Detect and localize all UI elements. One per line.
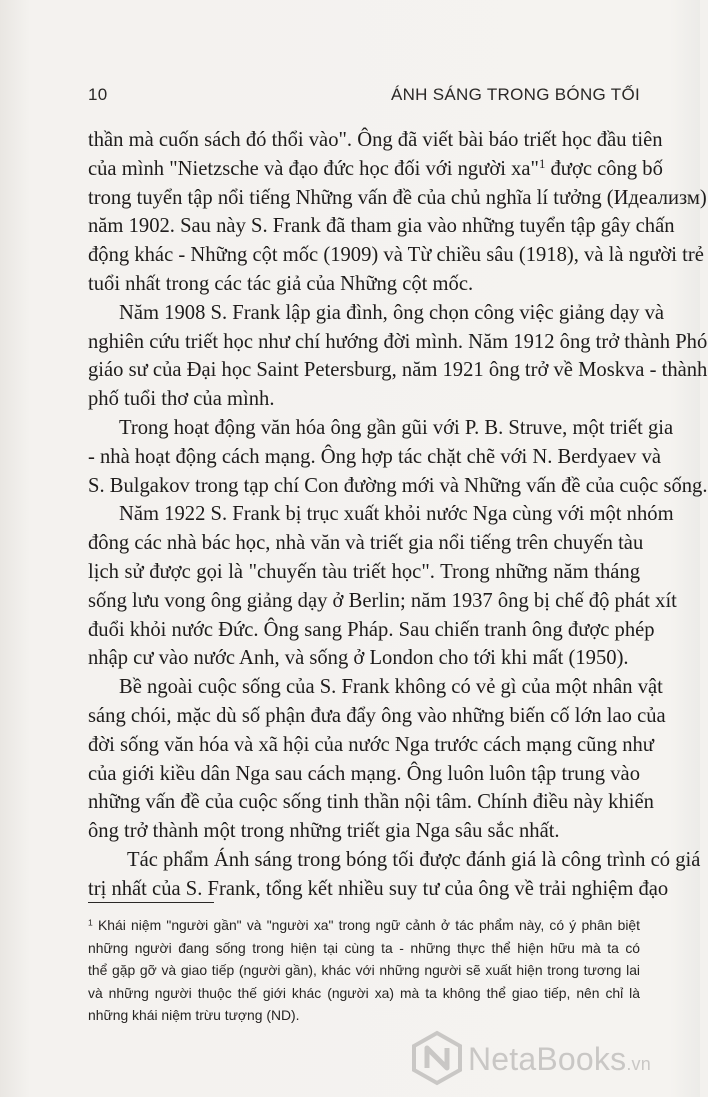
footnote-line: thể gặp gỡ và giao tiếp (người gần), khác với những người sẽ xuất hiện trong tương lai (88, 962, 640, 979)
footnote-divider (88, 902, 214, 903)
text-line: thần mà cuốn sách đó thổi vào". Ông đã viết bài báo triết học đầu tiên (88, 129, 663, 151)
text-line: lịch sử được gọi là "chuyến tàu triết học". Trong những năm tháng (88, 560, 640, 583)
text-line: ông trở thành một trong những triết gia Nga sâu sắc nhất. (88, 820, 560, 843)
paragraph-start-line: Trong hoạt động văn hóa ông gần gũi với P. B. Struve, một triết gia (119, 416, 674, 439)
main-text (88, 126, 708, 904)
footnote-line: những người đang sống trong hiện tại cùng ta - những thực thể hiện hữu mà ta có (88, 939, 640, 956)
text-line: S. Bulgakov trong tạp chí Con đường mới và Những vấn đề của cuộc sống. (88, 474, 708, 497)
paragraph-start-line: Năm 1922 S. Frank bị trục xuất khỏi nước Nga cùng với một nhóm (119, 503, 674, 526)
text-line: động khác - Những cột mốc (1909) và Từ chiều sâu (1918), và là người trẻ (88, 244, 704, 267)
text-line: trị nhất của S. Frank, tổng kết nhiều suy tư của ông về trải nghiệm đạo (88, 877, 669, 900)
text-line: của giới kiều dân Nga sau cách mạng. Ông luôn luôn tập trung vào (88, 762, 640, 785)
text-line: đuổi khỏi nước Đức. Ông sang Pháp. Sau chiến tranh ông được phép (88, 618, 655, 641)
text-line: năm 1902. Sau này S. Frank đã tham gia vào những tuyển tập gây chấn (88, 215, 675, 238)
text-line: - nhà hoạt động cách mạng. Ông hợp tác chặt chẽ với N. Berdyaev và (88, 445, 662, 468)
footnote-line: và những người thuộc thế giới khác (người xa) mà ta không thể giao tiếp, nên chỉ là (88, 984, 640, 1001)
paragraph-start-line: Bề ngoài cuộc sống của S. Frank không có vẻ gì của một nhân vật (119, 676, 663, 699)
text-line: sống lưu vong ông giảng dạy ở Berlin; năm 1937 ông bị chế độ phát xít (88, 589, 677, 612)
text-line: trong tuyển tập nổi tiếng Những vấn đề của chủ nghĩa lí tưởng (Идеализм) (88, 186, 707, 209)
text-line (88, 155, 663, 184)
text-line: tuổi nhất trong các tác giả của Những cột mốc. (88, 272, 474, 295)
watermark-domain: .vn (626, 1054, 651, 1074)
text-line: giáo sư của Đại học Saint Petersburg, năm 1921 ông trở về Moskva - thành (88, 359, 708, 382)
text-line: đông các nhà bác học, nhà văn và triết gia nổi tiếng trên chuyến tàu (88, 532, 644, 555)
text-line-tail: được công bố (550, 157, 663, 180)
netabooks-watermark (410, 1029, 680, 1087)
text-line: nghiên cứu triết học như chí hướng đời mình. Năm 1912 ông trở thành Phó (88, 330, 708, 353)
page-number: 10 (88, 85, 108, 104)
footnote-line: những khái niệm trừu tượng (ND). (88, 1007, 300, 1024)
netabooks-logo-icon (410, 1031, 464, 1085)
footnote-line (88, 914, 640, 937)
footnote-text: Khái niệm "người gần" và "người xa" trong ngữ cảnh ở tác phẩm này, có ý phân biệt (98, 917, 641, 933)
watermark-brand: NetaBooks (468, 1041, 627, 1077)
text-line: phố tuổi thơ của mình. (88, 388, 275, 411)
text-line-start: của mình "Nietzsche và đạo đức học đối với người xa" (88, 157, 539, 180)
text-line: đời sống văn hóa và xã hội của nước Nga trước cách mạng cũng như (88, 733, 654, 756)
paragraph-start-line: Tác phẩm Ánh sáng trong bóng tối được đánh giá là công trình có giá (127, 848, 701, 871)
watermark-text (468, 1041, 651, 1078)
footnote-reference: 1 (538, 156, 546, 171)
text-line: sáng chói, mặc dù số phận đưa đẩy ông vào những biến cố lớn lao của (88, 704, 666, 727)
book-title-header: ÁNH SÁNG TRONG BÓNG TỐI (390, 85, 640, 104)
text-line: nhập cư vào nước Anh, và sống ở London cho tới khi mất (1950). (88, 647, 629, 670)
footnote (88, 914, 640, 1027)
footnote-marker: 1 (88, 917, 93, 928)
paragraph-start-line: Năm 1908 S. Frank lập gia đình, ông chọn công việc giảng dạy và (119, 301, 665, 324)
running-header (88, 85, 640, 107)
text-line: những vấn đề của cuộc sống tinh thần nội tâm. Chính điều này khiến (88, 791, 654, 814)
